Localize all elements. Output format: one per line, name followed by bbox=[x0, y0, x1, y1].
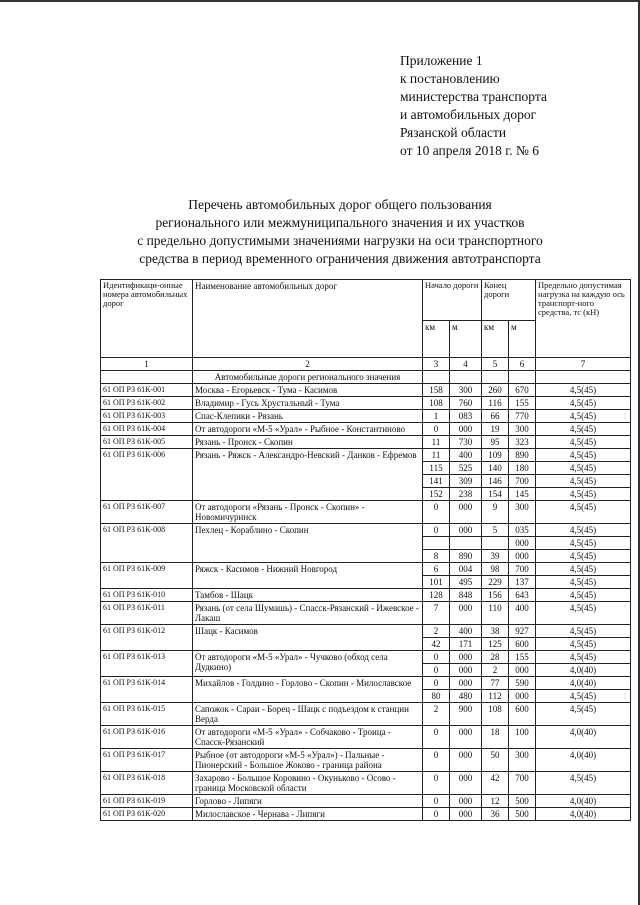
end-km: 66 bbox=[482, 410, 509, 423]
appendix-line: министерства транспорта bbox=[400, 89, 547, 104]
axle-load: 4,5(45) bbox=[536, 589, 631, 602]
start-m: 171 bbox=[450, 638, 482, 651]
axle-load: 4,5(45) bbox=[536, 524, 631, 537]
end-m: 590 bbox=[509, 677, 536, 690]
start-km: 152 bbox=[423, 488, 450, 501]
start-km: 7 bbox=[423, 602, 450, 625]
road-name: Тамбов - Шацк bbox=[193, 589, 423, 602]
road-id: 61 ОП РЗ 61К-010 bbox=[101, 589, 193, 602]
end-m: 300 bbox=[509, 423, 536, 436]
start-km: 115 bbox=[423, 462, 450, 475]
road-id: 61 ОП РЗ 61К-001 bbox=[101, 384, 193, 397]
start-km: 80 bbox=[423, 690, 450, 703]
road-name: Михайлов - Голдино - Горлово - Скопин - Милославское bbox=[193, 677, 423, 703]
start-m: 900 bbox=[450, 703, 482, 726]
end-m: 145 bbox=[509, 488, 536, 501]
table-row bbox=[101, 449, 631, 462]
col-header-start: Начало дороги bbox=[423, 280, 482, 321]
axle-load: 4,5(45) bbox=[536, 449, 631, 462]
axle-load: 4,5(45) bbox=[536, 602, 631, 625]
end-km: 39 bbox=[482, 550, 509, 563]
start-km: 2 bbox=[423, 625, 450, 638]
start-m: 000 bbox=[450, 524, 482, 537]
table-row bbox=[101, 436, 631, 449]
table-header-row bbox=[101, 280, 631, 321]
road-id: 61 ОП РЗ 61К-013 bbox=[101, 651, 193, 677]
road-id: 61 ОП РЗ 61К-007 bbox=[101, 501, 193, 524]
col-header-load: Предельно допустимая нагрузка на каждую ось транспорт-ного средства, тс (кН) bbox=[536, 280, 631, 358]
start-m: 309 bbox=[450, 475, 482, 488]
appendix-line: Рязанской области bbox=[400, 125, 507, 140]
end-km: 36 bbox=[482, 808, 509, 821]
appendix-line: к постановлению bbox=[400, 71, 500, 86]
axle-load: 4,5(45) bbox=[536, 462, 631, 475]
end-m: 323 bbox=[509, 436, 536, 449]
section-row bbox=[101, 371, 631, 384]
start-m: 000 bbox=[450, 664, 482, 677]
start-km: 6 bbox=[423, 563, 450, 576]
axle-load: 4,0(40) bbox=[536, 749, 631, 772]
end-km: 140 bbox=[482, 462, 509, 475]
end-m: 700 bbox=[509, 563, 536, 576]
table-row bbox=[101, 726, 631, 749]
road-name: От автодороги «М-5 «Урал» - Рыбное - Константиново bbox=[193, 423, 423, 436]
end-m: 000 bbox=[509, 537, 536, 550]
end-km: 42 bbox=[482, 772, 509, 795]
end-km: 38 bbox=[482, 625, 509, 638]
end-m: 643 bbox=[509, 589, 536, 602]
axle-load: 4,5(45) bbox=[536, 410, 631, 423]
road-id: 61 ОП РЗ 61К-002 bbox=[101, 397, 193, 410]
col-header-end-km: км bbox=[482, 321, 509, 358]
end-m: 000 bbox=[509, 664, 536, 677]
start-km: 11 bbox=[423, 449, 450, 462]
road-name: Захарово - Большое Коровино - Окуньково - Осово - граница Московской области bbox=[193, 772, 423, 795]
road-name: Горлово - Липяги bbox=[193, 795, 423, 808]
section-empty-cell bbox=[482, 371, 509, 384]
end-km: 260 bbox=[482, 384, 509, 397]
start-m: 525 bbox=[450, 462, 482, 475]
start-m: 000 bbox=[450, 501, 482, 524]
start-km: 101 bbox=[423, 576, 450, 589]
end-m: 400 bbox=[509, 602, 536, 625]
section-title: Автомобильные дороги регионального значения bbox=[193, 371, 423, 384]
column-number: 2 bbox=[193, 358, 423, 371]
start-m: 400 bbox=[450, 449, 482, 462]
title-line: с предельно допустимыми значениями нагрузки на оси транспортного bbox=[137, 233, 543, 248]
end-m: 890 bbox=[509, 449, 536, 462]
start-km: 0 bbox=[423, 795, 450, 808]
end-km: 116 bbox=[482, 397, 509, 410]
end-m: 700 bbox=[509, 475, 536, 488]
start-km: 108 bbox=[423, 397, 450, 410]
road-name: Рязань - Ряжск - Александро-Невский - Данков - Ефремов bbox=[193, 449, 423, 501]
end-km: 12 bbox=[482, 795, 509, 808]
end-m: 300 bbox=[509, 501, 536, 524]
end-km: 28 bbox=[482, 651, 509, 664]
axle-load: 4,5(45) bbox=[536, 436, 631, 449]
axle-load: 4,0(40) bbox=[536, 808, 631, 821]
start-km: 0 bbox=[423, 808, 450, 821]
road-name: Милославское - Чернава - Липяги bbox=[193, 808, 423, 821]
road-name: Ряжск - Касимов - Нижний Новгород bbox=[193, 563, 423, 589]
start-km: 0 bbox=[423, 749, 450, 772]
axle-load: 4,5(45) bbox=[536, 772, 631, 795]
start-km: 0 bbox=[423, 677, 450, 690]
road-name: Рязань (от села Шумашь) - Спасск-Рязанский - Ижевское - Лакаш bbox=[193, 602, 423, 625]
start-m: 890 bbox=[450, 550, 482, 563]
start-m: 000 bbox=[450, 423, 482, 436]
road-id: 61 ОП РЗ 61К-012 bbox=[101, 625, 193, 651]
scan-edge bbox=[0, 0, 640, 2]
axle-load: 4,5(45) bbox=[536, 501, 631, 524]
axle-load: 4,5(45) bbox=[536, 576, 631, 589]
end-km: 9 bbox=[482, 501, 509, 524]
end-m: 770 bbox=[509, 410, 536, 423]
end-km: 98 bbox=[482, 563, 509, 576]
end-km: 112 bbox=[482, 690, 509, 703]
table-row bbox=[101, 625, 631, 638]
road-name: От автодороги «Рязань - Пронск - Скопин» - Новомичуринск bbox=[193, 501, 423, 524]
road-name: Владимир - Гусь Хрустальный - Тума bbox=[193, 397, 423, 410]
start-m: 000 bbox=[450, 726, 482, 749]
start-m bbox=[450, 537, 482, 550]
col-header-id: Идентификаци-онные номера автомобильных дорог bbox=[101, 280, 193, 358]
col-header-start-km: км bbox=[423, 321, 450, 358]
axle-load: 4,5(45) bbox=[536, 550, 631, 563]
axle-load: 4,5(45) bbox=[536, 625, 631, 638]
section-empty-cell bbox=[423, 371, 450, 384]
end-m: 600 bbox=[509, 638, 536, 651]
start-km: 0 bbox=[423, 423, 450, 436]
road-id: 61 ОП РЗ 61К-018 bbox=[101, 772, 193, 795]
axle-load: 4,0(40) bbox=[536, 664, 631, 677]
end-km: 95 bbox=[482, 436, 509, 449]
start-m: 848 bbox=[450, 589, 482, 602]
end-m: 000 bbox=[509, 550, 536, 563]
title-line: средства в период временного ограничения движения автотранспорта bbox=[139, 251, 541, 266]
end-m: 155 bbox=[509, 397, 536, 410]
axle-load: 4,5(45) bbox=[536, 488, 631, 501]
roads-table-body bbox=[101, 371, 631, 821]
end-m: 500 bbox=[509, 808, 536, 821]
table-row bbox=[101, 602, 631, 625]
document-title bbox=[90, 196, 590, 268]
axle-load: 4,5(45) bbox=[536, 703, 631, 726]
table-row bbox=[101, 563, 631, 576]
road-id: 61 ОП РЗ 61К-003 bbox=[101, 410, 193, 423]
end-m: 670 bbox=[509, 384, 536, 397]
end-m: 000 bbox=[509, 690, 536, 703]
axle-load: 4,0(40) bbox=[536, 677, 631, 690]
column-number: 7 bbox=[536, 358, 631, 371]
start-km: 0 bbox=[423, 501, 450, 524]
end-m: 500 bbox=[509, 795, 536, 808]
axle-load: 4,5(45) bbox=[536, 423, 631, 436]
start-km: 158 bbox=[423, 384, 450, 397]
table-row bbox=[101, 423, 631, 436]
road-id: 61 ОП РЗ 61К-006 bbox=[101, 449, 193, 501]
table-row bbox=[101, 749, 631, 772]
table-row bbox=[101, 808, 631, 821]
road-id: 61 ОП РЗ 61К-011 bbox=[101, 602, 193, 625]
axle-load: 4,5(45) bbox=[536, 563, 631, 576]
start-m: 300 bbox=[450, 384, 482, 397]
start-km bbox=[423, 537, 450, 550]
table-row bbox=[101, 410, 631, 423]
end-km: 19 bbox=[482, 423, 509, 436]
start-m: 000 bbox=[450, 602, 482, 625]
axle-load: 4,5(45) bbox=[536, 537, 631, 550]
end-km: 108 bbox=[482, 703, 509, 726]
end-m: 700 bbox=[509, 772, 536, 795]
section-empty-cell bbox=[101, 371, 193, 384]
end-km: 18 bbox=[482, 726, 509, 749]
road-id: 61 ОП РЗ 61К-016 bbox=[101, 726, 193, 749]
table-row bbox=[101, 501, 631, 524]
roads-table bbox=[100, 279, 631, 821]
road-name: Сапожок - Сараи - Борец - Шацк с подъездом к станции Верда bbox=[193, 703, 423, 726]
table-row bbox=[101, 397, 631, 410]
start-m: 238 bbox=[450, 488, 482, 501]
road-id: 61 ОП РЗ 61К-020 bbox=[101, 808, 193, 821]
road-name: Москва - Егорьевск - Тума - Касимов bbox=[193, 384, 423, 397]
start-km: 141 bbox=[423, 475, 450, 488]
end-km: 125 bbox=[482, 638, 509, 651]
axle-load: 4,0(40) bbox=[536, 795, 631, 808]
table-row bbox=[101, 677, 631, 690]
axle-load: 4,5(45) bbox=[536, 475, 631, 488]
start-m: 760 bbox=[450, 397, 482, 410]
road-id: 61 ОП РЗ 61К-014 bbox=[101, 677, 193, 703]
axle-load: 4,5(45) bbox=[536, 397, 631, 410]
start-m: 000 bbox=[450, 677, 482, 690]
table-row bbox=[101, 589, 631, 602]
start-m: 083 bbox=[450, 410, 482, 423]
section-empty-cell bbox=[536, 371, 631, 384]
road-id: 61 ОП РЗ 61К-019 bbox=[101, 795, 193, 808]
end-km: 2 bbox=[482, 664, 509, 677]
table-row bbox=[101, 384, 631, 397]
road-name: От автодороги «М-5 «Урал» - Чучково (обход села Дудкино) bbox=[193, 651, 423, 677]
start-m: 400 bbox=[450, 625, 482, 638]
start-m: 000 bbox=[450, 651, 482, 664]
end-m: 100 bbox=[509, 726, 536, 749]
road-name: Шацк - Касимов bbox=[193, 625, 423, 651]
end-km: 146 bbox=[482, 475, 509, 488]
table-row bbox=[101, 524, 631, 537]
road-name: Рязань - Пронск - Скопин bbox=[193, 436, 423, 449]
road-name: Рыбное (от автодороги «М-5 «Урал») - Пальные - Пионерский - Большое Жоково - граница района bbox=[193, 749, 423, 772]
end-km: 156 bbox=[482, 589, 509, 602]
end-m: 600 bbox=[509, 703, 536, 726]
start-km: 0 bbox=[423, 651, 450, 664]
start-m: 495 bbox=[450, 576, 482, 589]
appendix-line: от 10 апреля 2018 г. № 6 bbox=[400, 143, 539, 158]
axle-load: 4,5(45) bbox=[536, 384, 631, 397]
start-km: 11 bbox=[423, 436, 450, 449]
column-number: 3 bbox=[423, 358, 450, 371]
end-km bbox=[482, 537, 509, 550]
table-row bbox=[101, 703, 631, 726]
road-id: 61 ОП РЗ 61К-008 bbox=[101, 524, 193, 563]
road-id: 61 ОП РЗ 61К-004 bbox=[101, 423, 193, 436]
end-km: 229 bbox=[482, 576, 509, 589]
start-m: 730 bbox=[450, 436, 482, 449]
column-number: 5 bbox=[482, 358, 509, 371]
start-km: 0 bbox=[423, 772, 450, 795]
end-km: 109 bbox=[482, 449, 509, 462]
start-km: 42 bbox=[423, 638, 450, 651]
start-m: 000 bbox=[450, 749, 482, 772]
col-header-end-m: м bbox=[509, 321, 536, 358]
road-name: От автодороги «М-5 «Урал» - Собчаково - Троица - Спасск-Рязанский bbox=[193, 726, 423, 749]
road-name: Пехлец - Кораблино - Скопин bbox=[193, 524, 423, 563]
start-km: 0 bbox=[423, 664, 450, 677]
end-km: 50 bbox=[482, 749, 509, 772]
start-m: 000 bbox=[450, 808, 482, 821]
end-km: 110 bbox=[482, 602, 509, 625]
end-m: 180 bbox=[509, 462, 536, 475]
end-m: 927 bbox=[509, 625, 536, 638]
section-empty-cell bbox=[509, 371, 536, 384]
start-km: 0 bbox=[423, 524, 450, 537]
axle-load: 4,5(45) bbox=[536, 651, 631, 664]
end-m: 137 bbox=[509, 576, 536, 589]
start-km: 128 bbox=[423, 589, 450, 602]
end-m: 155 bbox=[509, 651, 536, 664]
road-id: 61 ОП РЗ 61К-017 bbox=[101, 749, 193, 772]
col-header-start-m: м bbox=[450, 321, 482, 358]
col-header-end: Конец дороги bbox=[482, 280, 536, 321]
start-m: 004 bbox=[450, 563, 482, 576]
col-header-name: Наименование автомобильных дорог bbox=[193, 280, 423, 358]
axle-load: 4,0(40) bbox=[536, 726, 631, 749]
start-km: 2 bbox=[423, 703, 450, 726]
table-row bbox=[101, 651, 631, 664]
section-empty-cell bbox=[450, 371, 482, 384]
axle-load: 4,5(45) bbox=[536, 690, 631, 703]
axle-load: 4,5(45) bbox=[536, 638, 631, 651]
road-name: Спас-Клепики - Рязань bbox=[193, 410, 423, 423]
column-number: 1 bbox=[101, 358, 193, 371]
end-m: 300 bbox=[509, 749, 536, 772]
title-line: Перечень автомобильных дорог общего пользования bbox=[188, 197, 492, 212]
road-id: 61 ОП РЗ 61К-009 bbox=[101, 563, 193, 589]
start-m: 000 bbox=[450, 772, 482, 795]
title-line: регионального или межмуниципального значения и их участков bbox=[155, 215, 525, 230]
appendix-line: и автомобильных дорог bbox=[400, 107, 537, 122]
table-row bbox=[101, 772, 631, 795]
table-row bbox=[101, 795, 631, 808]
end-km: 154 bbox=[482, 488, 509, 501]
start-km: 1 bbox=[423, 410, 450, 423]
column-number-row bbox=[101, 358, 631, 371]
column-number: 4 bbox=[450, 358, 482, 371]
end-m: 035 bbox=[509, 524, 536, 537]
appendix-line: Приложение 1 bbox=[400, 53, 483, 68]
start-m: 000 bbox=[450, 795, 482, 808]
appendix-header bbox=[400, 52, 600, 160]
road-id: 61 ОП РЗ 61К-015 bbox=[101, 703, 193, 726]
end-km: 77 bbox=[482, 677, 509, 690]
start-m: 480 bbox=[450, 690, 482, 703]
road-id: 61 ОП РЗ 61К-005 bbox=[101, 436, 193, 449]
end-km: 5 bbox=[482, 524, 509, 537]
column-number: 6 bbox=[509, 358, 536, 371]
start-km: 8 bbox=[423, 550, 450, 563]
start-km: 0 bbox=[423, 726, 450, 749]
